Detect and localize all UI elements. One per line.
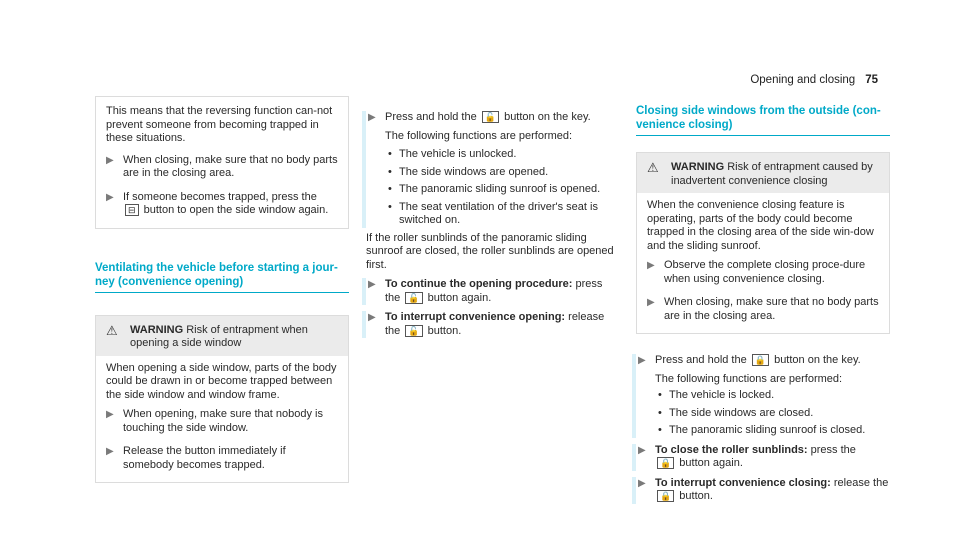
list-item: • The panoramic sliding sunroof is closed. — [669, 424, 890, 438]
step-arrow-icon: ▶ — [638, 355, 646, 366]
lock-key-icon: 🔒 — [657, 457, 674, 469]
step-arrow-icon: ▶ — [368, 312, 376, 323]
step: ▶ When opening, make sure that nobody is touching the side window. — [106, 408, 323, 434]
step: ▶ Press and hold the 🔓 button on the key. The following functions are performed: • The vehicle is unlocked. • The side windows are opened. • The panoramic sliding sunroof is opened. • The seat ventilation of the driver's seat is switched on. — [362, 111, 620, 228]
warning-label: WARNING — [671, 161, 725, 173]
function-list — [385, 148, 620, 228]
section-heading: Closing side windows from the outside (con-venience closing) — [636, 104, 890, 136]
function-list — [655, 389, 890, 438]
warning-header — [637, 153, 889, 193]
warning-box — [636, 152, 890, 334]
step-arrow-icon: ▶ — [368, 279, 376, 290]
unlock-key-icon: 🔓 — [405, 292, 422, 304]
step: ▶ When closing, make sure that no body parts are in the closing area. — [106, 153, 338, 179]
step: ▶ To continue the opening procedure: press the 🔓 button again. — [362, 278, 620, 305]
warning-triangle-icon: ⚠ — [106, 322, 118, 338]
warning-body: When opening a side window, parts of the body could be drawn in or become trapped between the side window and window frame. ▶ When opening, make sure that nobody is touching the side window. ▶ Release the button immediately if somebody becomes trapped. — [106, 361, 337, 471]
step-arrow-icon: ▶ — [106, 409, 114, 420]
lock-key-icon: 🔒 — [752, 354, 769, 366]
column-3 — [636, 104, 890, 508]
list-item: • The panoramic sliding sunroof is opened. — [399, 183, 620, 197]
step-arrow-icon: ▶ — [106, 154, 114, 166]
section-title: Opening and closing — [750, 74, 856, 86]
list-item: • The seat ventilation of the driver's seat is switched on. — [399, 201, 620, 228]
step-arrow-icon: ▶ — [106, 191, 114, 203]
warning-header — [96, 316, 348, 356]
warning-title: Risk of entrapment when opening a side window — [130, 323, 308, 349]
step: ▶ When closing, make sure that no body parts are in the closing area. — [647, 296, 879, 322]
section-heading: Ventilating the vehicle before starting a jour-ney (convenience opening) — [95, 261, 349, 293]
step: ▶ Release the button immediately if somebody becomes trapped. — [106, 445, 286, 471]
page-header — [750, 74, 878, 86]
info-paragraph: If the roller sunblinds of the panoramic sliding sunroof are closed, the roller sunblinds are opened first. — [366, 231, 614, 271]
warning-triangle-icon: ⚠ — [647, 160, 659, 175]
side-window-icon: ⊟ — [125, 204, 139, 216]
step: ▶ To interrupt convenience opening: release the 🔓 button. — [362, 311, 620, 338]
step-arrow-icon: ▶ — [647, 260, 655, 271]
step-arrow-icon: ▶ — [638, 477, 646, 489]
lock-key-icon: 🔒 — [657, 490, 674, 502]
step-arrow-icon: ▶ — [638, 444, 646, 456]
step: ▶ If someone becomes trapped, press the ⊟ button to open the side window again. — [106, 190, 329, 216]
warning-body: When the convenience closing feature is operating, parts of the body could become trapped in the closing area of the side win-dow and the sliding sunroof. ▶ Observe the complete closing proce-dure when using convenience closing. ▶ When closing, make sure that no body parts are in the closing area. — [647, 199, 879, 322]
step: ▶ Observe the complete closing proce-dure when using convenience closing. — [647, 259, 866, 285]
warning-label: WARNING — [130, 323, 184, 336]
list-item: • The side windows are closed. — [669, 407, 890, 421]
column-1 — [95, 96, 349, 483]
list-item: • The side windows are opened. — [399, 166, 620, 180]
warning-box — [95, 315, 349, 484]
step-arrow-icon: ▶ — [106, 446, 114, 457]
note-text: This means that the reversing function can-not prevent someone from becoming trapped in these situations. — [106, 105, 333, 144]
step-arrow-icon: ▶ — [368, 112, 376, 123]
page-number: 75 — [865, 74, 878, 86]
step: ▶ To close the roller sunblinds: press the 🔒 button again. — [632, 444, 890, 471]
unlock-key-icon: 🔓 — [405, 325, 422, 337]
unlock-key-icon: 🔓 — [482, 111, 499, 123]
step: ▶ To interrupt convenience closing: release the 🔒 button. — [632, 477, 890, 504]
step: ▶ Press and hold the 🔒 button on the key. The following functions are performed: • The vehicle is locked. • The side windows are closed. • The panoramic sliding sunroof is closed. — [632, 354, 890, 438]
column-2 — [366, 105, 620, 342]
list-item: • The vehicle is unlocked. — [399, 148, 620, 162]
warning-title: Risk of entrapment caused by inadvertent convenience closing — [671, 161, 873, 187]
list-item: • The vehicle is locked. — [669, 389, 890, 403]
note-box — [95, 96, 349, 229]
step-arrow-icon: ▶ — [647, 297, 655, 308]
